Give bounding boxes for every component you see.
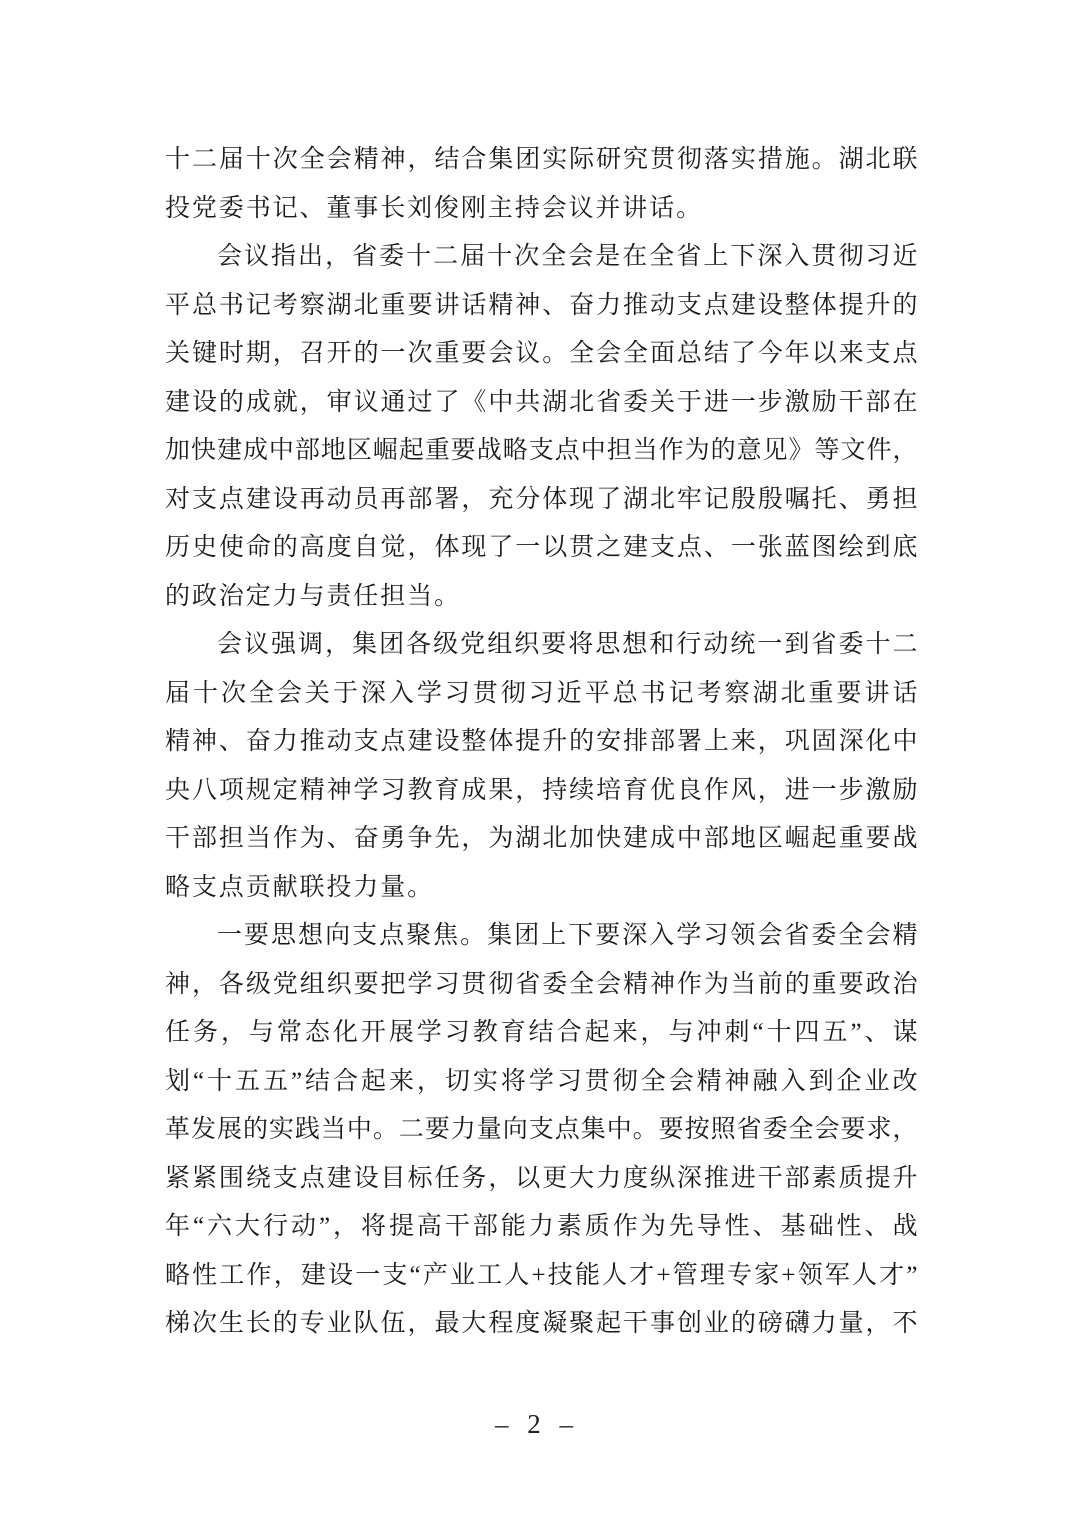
text-line: 会议强调，集团各级党组织要将思想和行动统一到省委十二 bbox=[217, 631, 918, 658]
text-line: 梯次生长的专业队伍，最大程度凝聚起干事创业的磅礴力量，不 bbox=[165, 1310, 918, 1337]
text-line: 任务，与常态化开展学习教育结合起来，与冲刺“十四五”、谋 bbox=[165, 1019, 918, 1046]
text-line: 略性工作，建设一支“产业工人+技能人才+管理专家+领军人才” bbox=[165, 1261, 918, 1289]
text-line: 略支点贡献联投力量。 bbox=[165, 873, 435, 901]
text-line: 神，各级党组织要把学习贯彻省委全会精神作为当前的重要政治 bbox=[165, 970, 918, 998]
text-line: 会议指出，省委十二届十次全会是在全省上下深入贯彻习近 bbox=[217, 243, 918, 270]
text-line: 建设的成就，审议通过了《中共湖北省委关于进一步激励干部在 bbox=[165, 388, 918, 416]
text-line: 精神、奋力推动支点建设整体提升的安排部署上来，巩固深化中 bbox=[165, 728, 918, 755]
text-line: 革发展的实践当中。二要力量向支点集中。要按照省委全会要求， bbox=[165, 1116, 918, 1143]
text-line: 十二届十次全会精神，结合集团实际研究贯彻落实措施。湖北联 bbox=[165, 146, 918, 173]
text-line: 对支点建设再动员再部署，充分体现了湖北牢记殷殷嘱托、勇担 bbox=[165, 485, 918, 513]
text-line: 加快建成中部地区崛起重要战略支点中担当作为的意见》等文件， bbox=[165, 437, 918, 464]
text-line: 干部担当作为、奋勇争先，为湖北加快建成中部地区崛起重要战 bbox=[165, 825, 918, 852]
text-line: 历史使命的高度自觉，体现了一以贯之建支点、一张蓝图绘到底 bbox=[165, 534, 918, 561]
text-line: 关键时期，召开的一次重要会议。全会全面总结了今年以来支点 bbox=[165, 340, 918, 367]
text-line: 划“十五五”结合起来，切实将学习贯彻全会精神融入到企业改 bbox=[165, 1067, 918, 1095]
text-line: 的政治定力与责任担当。 bbox=[165, 582, 461, 610]
text-line: 平总书记考察湖北重要讲话精神、奋力推动支点建设整体提升的 bbox=[165, 291, 918, 319]
text-line: 届十次全会关于深入学习贯彻习近平总书记考察湖北重要讲话 bbox=[165, 679, 918, 707]
document-body bbox=[165, 136, 918, 1349]
text-line: 紧紧围绕支点建设目标任务，以更大力度纵深推进干部素质提升 bbox=[165, 1164, 918, 1192]
text-line: 一要思想向支点聚焦。集团上下要深入学习领会省委全会精 bbox=[217, 922, 918, 949]
text-line: 央八项规定精神学习教育成果，持续培育优良作风，进一步激励 bbox=[165, 776, 918, 804]
page-number: – 2 – bbox=[495, 1409, 579, 1439]
text-line: 投党委书记、董事长刘俊刚主持会议并讲话。 bbox=[165, 194, 704, 222]
text-line: 年“六大行动”，将提高干部能力素质作为先导性、基础性、战 bbox=[165, 1213, 918, 1240]
